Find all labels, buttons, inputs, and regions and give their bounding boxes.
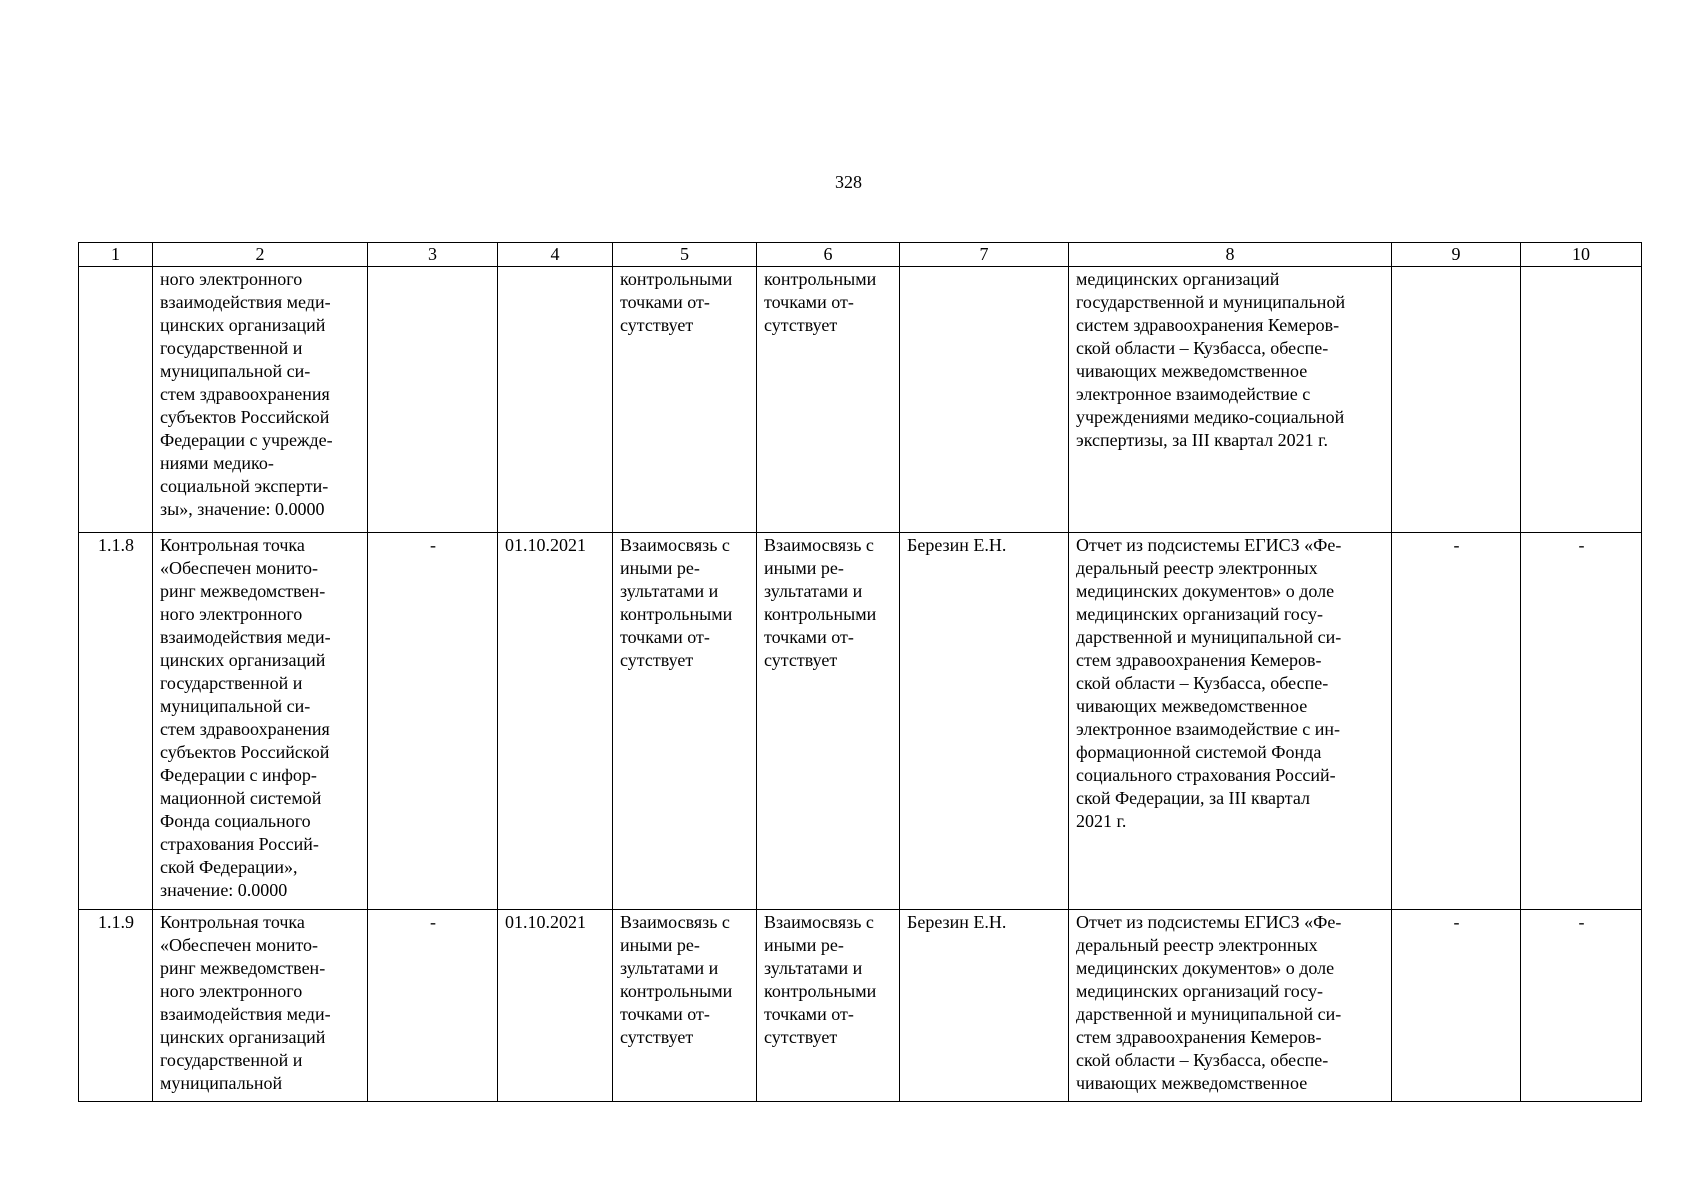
row-number: 1.1.9: [79, 910, 153, 1102]
row-col10: -: [1521, 533, 1642, 910]
row-col10: -: [1521, 910, 1642, 1102]
row-responsible: Березин Е.Н.: [900, 533, 1069, 910]
row-col9: -: [1392, 533, 1521, 910]
row-col6: контрольными точками от- сутствует: [757, 267, 900, 533]
header-row: [79, 243, 1642, 267]
header-col-3: 3: [368, 243, 498, 267]
row-document: медицинских организаций государственной и муниципальной систем здравоохранения Кемеров- ской области – Кузбасса, обеспе- чивающих межведомственное электронное взаимодействие с учреждениями медико-социальной экспертизы, за III квартал 2021 г.: [1069, 267, 1392, 533]
row-col10: [1521, 267, 1642, 533]
row-col3: -: [368, 910, 498, 1102]
header-col-5: 5: [613, 243, 757, 267]
header-col-2: 2: [153, 243, 368, 267]
header-col-9: 9: [1392, 243, 1521, 267]
header-col-1: 1: [79, 243, 153, 267]
row-date: [498, 267, 613, 533]
header-col-4: 4: [498, 243, 613, 267]
row-date: 01.10.2021: [498, 910, 613, 1102]
row-description: Контрольная точка «Обеспечен монито- ринг межведомствен- ного электронного взаимодействия меди- цинских организаций государственной и муниципальной си- стем здравоохранения субъектов Российской Федерации с инфор- мационной системой Фонда социального страхования Россий- ской Федерации», значение: 0.0000: [153, 533, 368, 910]
header-col-8: 8: [1069, 243, 1392, 267]
row-number: 1.1.8: [79, 533, 153, 910]
row-col5: Взаимосвязь с иными ре- зультатами и контрольными точками от- сутствует: [613, 910, 757, 1102]
row-col9: [1392, 267, 1521, 533]
row-date: 01.10.2021: [498, 533, 613, 910]
table-row: [79, 267, 1642, 533]
row-responsible: [900, 267, 1069, 533]
row-col3: [368, 267, 498, 533]
row-number: [79, 267, 153, 533]
row-document: Отчет из подсистемы ЕГИСЗ «Фе- деральный реестр электронных медицинских документов» о доле медицинских организаций госу- дарственной и муниципальной си- стем здравоохранения Кемеров- ской области – Кузбасса, обеспе- чивающих межведомственное: [1069, 910, 1392, 1102]
header-col-10: 10: [1521, 243, 1642, 267]
row-description: ного электронного взаимодействия меди- цинских организаций государственной и муниципальной си- стем здравоохранения субъектов Российской Федерации с учрежде- ниями медико- социальной эксперти- зы», значение: 0.0000: [153, 267, 368, 533]
page-number: 328: [835, 172, 862, 192]
header-col-6: 6: [757, 243, 900, 267]
row-col5: Взаимосвязь с иными ре- зультатами и контрольными точками от- сутствует: [613, 533, 757, 910]
row-description: Контрольная точка «Обеспечен монито- ринг межведомствен- ного электронного взаимодействия меди- цинских организаций государственной и муниципальной: [153, 910, 368, 1102]
row-col6: Взаимосвязь с иными ре- зультатами и контрольными точками от- сутствует: [757, 533, 900, 910]
row-document: Отчет из подсистемы ЕГИСЗ «Фе- деральный реестр электронных медицинских документов» о доле медицинских организаций госу- дарственной и муниципальной си- стем здравоохранения Кемеров- ской области – Кузбасса, обеспе- чивающих межведомственное электронное взаимодействие с ин- формационной системой Фонда социального страхования Россий- ской Федерации, за III квартал 2021 г.: [1069, 533, 1392, 910]
table-row: [79, 910, 1642, 1102]
row-col6: Взаимосвязь с иными ре- зультатами и контрольными точками от- сутствует: [757, 910, 900, 1102]
row-col3: -: [368, 533, 498, 910]
row-col9: -: [1392, 910, 1521, 1102]
header-col-7: 7: [900, 243, 1069, 267]
row-responsible: Березин Е.Н.: [900, 910, 1069, 1102]
table-row: [79, 533, 1642, 910]
plan-table: [78, 242, 1642, 1102]
row-col5: контрольными точками от- сутствует: [613, 267, 757, 533]
